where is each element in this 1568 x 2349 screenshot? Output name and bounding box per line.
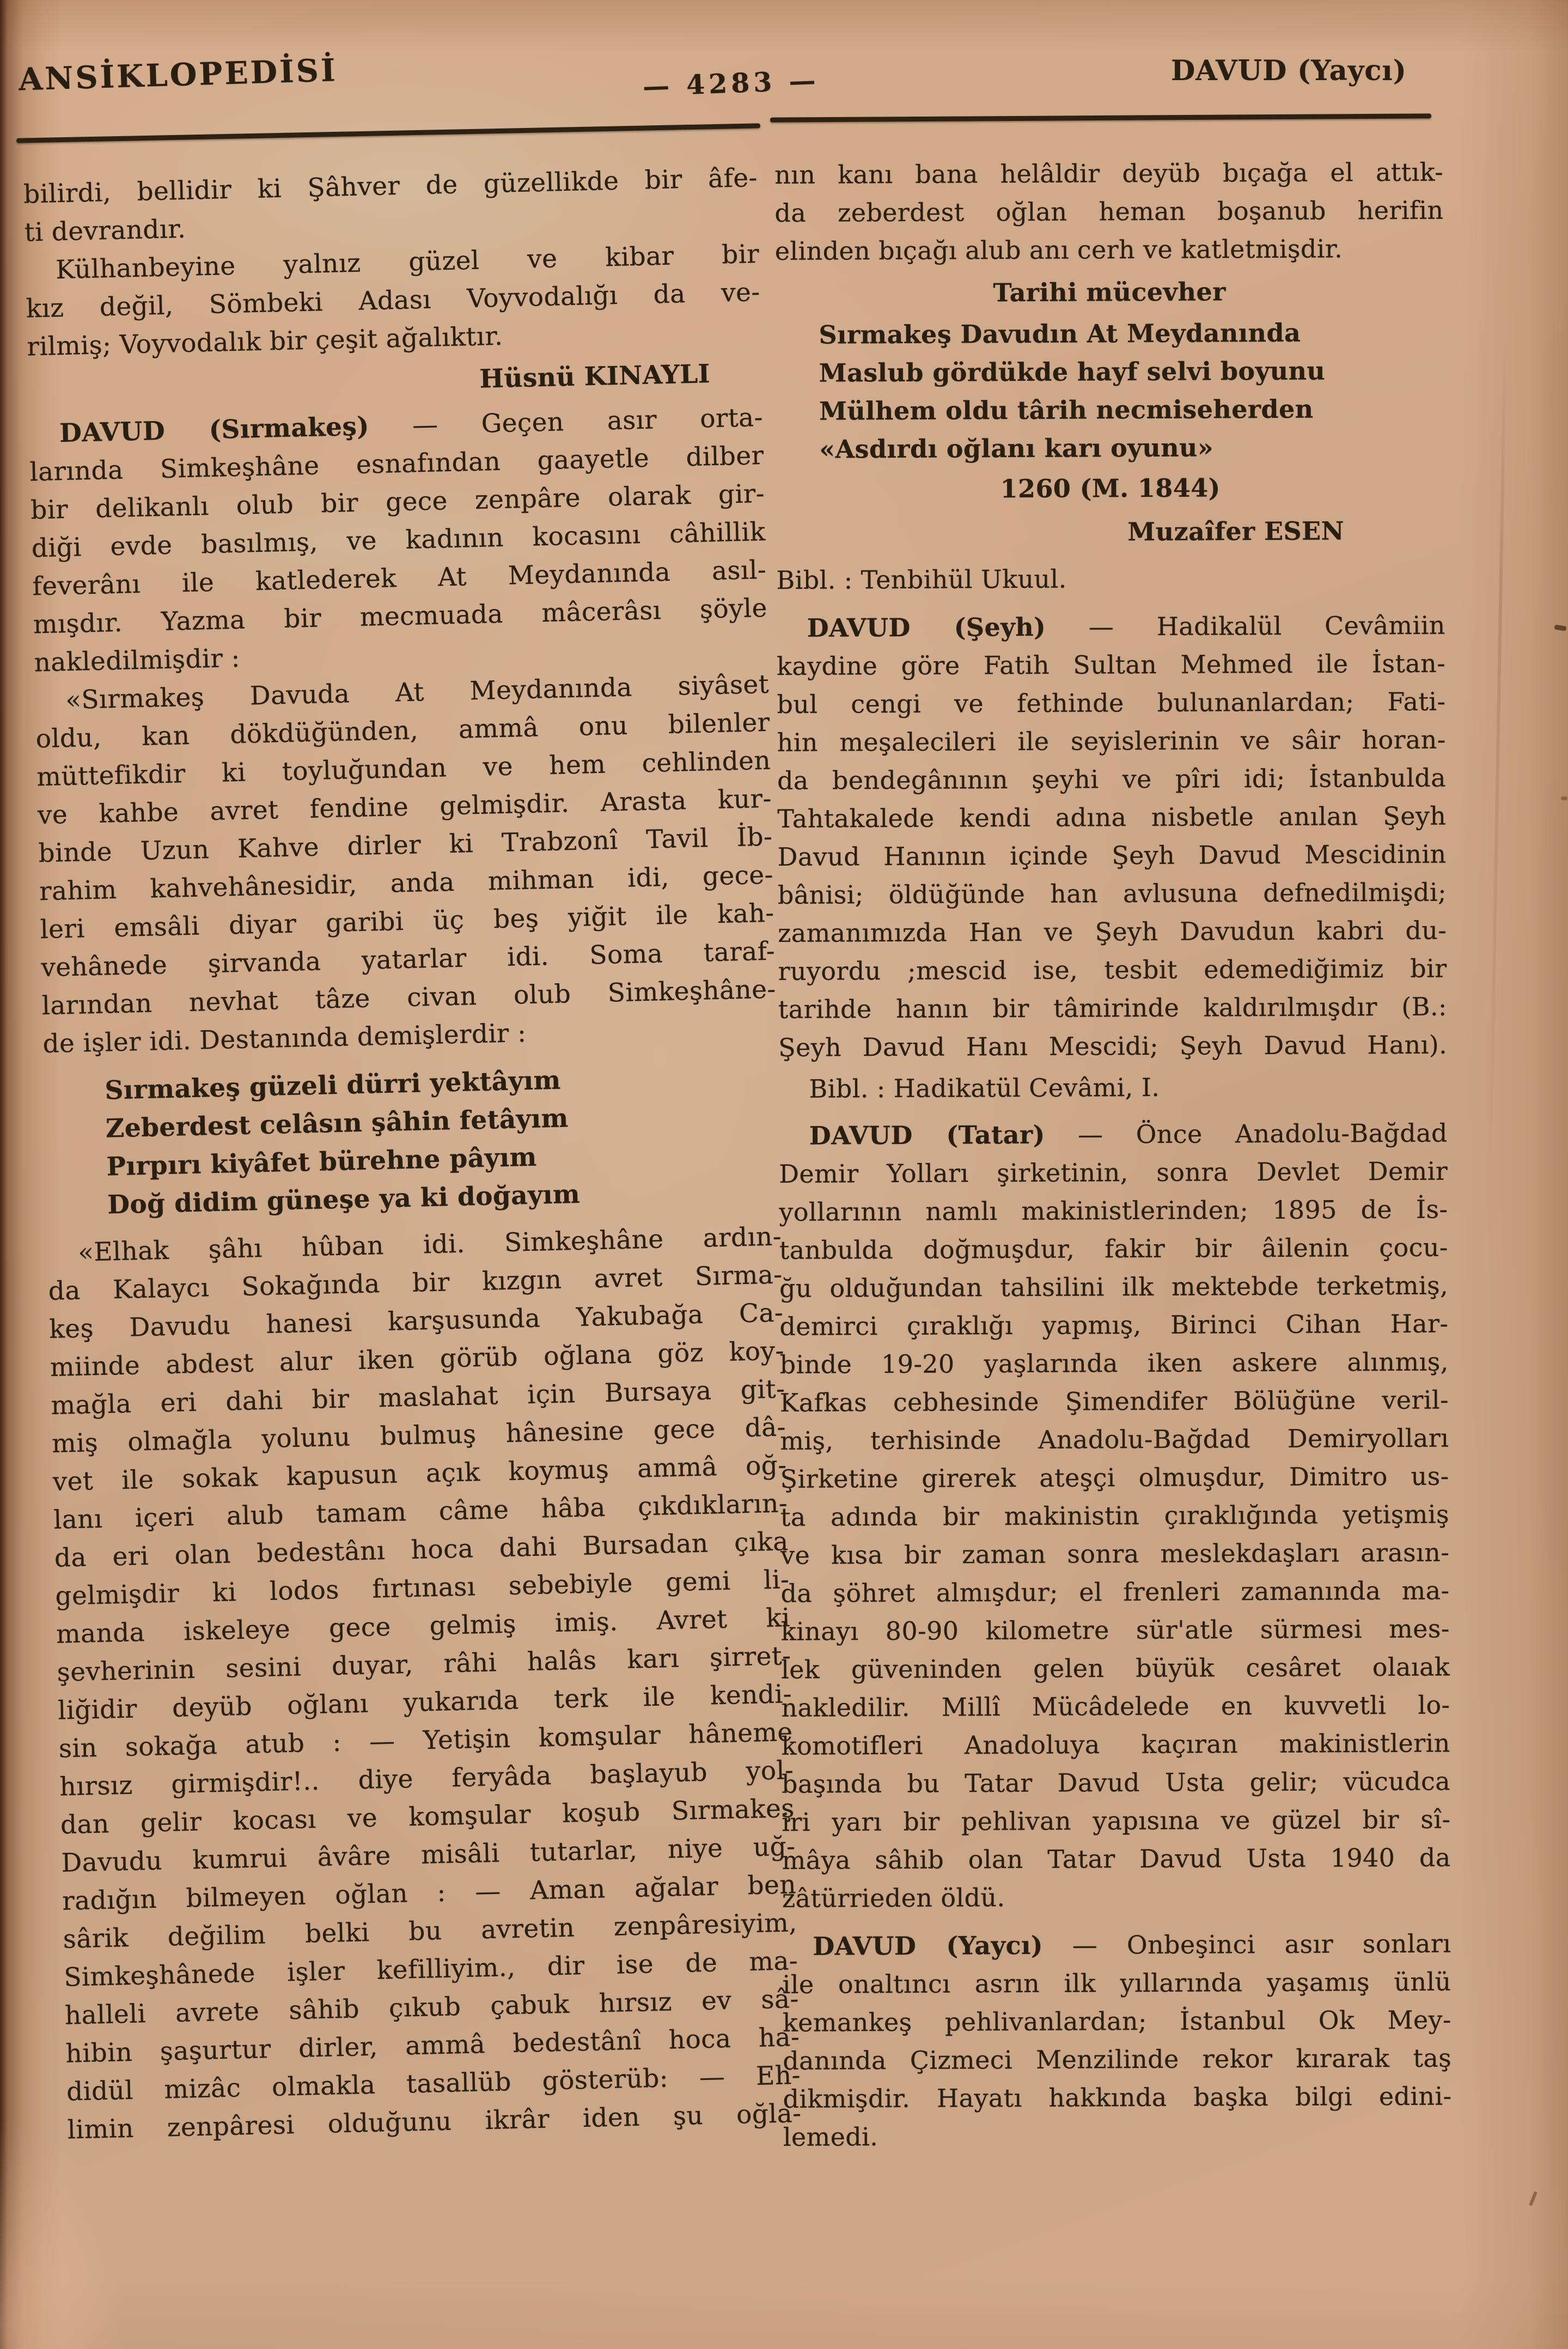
- text-line: miş olmağla yolunu bulmuş hânesine gece dâ-: [51, 1412, 786, 1459]
- text-line: 1260 (M. 1844): [1000, 473, 1221, 504]
- text-line: rilmiş; Voyvodalık bir çeşit ağalıktır.: [26, 321, 503, 362]
- text-line: miinde abdest alur iken görüb oğlana göz koy-: [50, 1336, 785, 1383]
- text-line: ğu olduğundan tahsilini ilk mektebde terketmiş,: [779, 1270, 1449, 1303]
- text-line: Doğ didim güneşe ya ki doğayım: [107, 1179, 581, 1220]
- text-line: liğidir deyüb oğlanı yukarıda terk ile kendi-: [57, 1679, 792, 1726]
- text-line: nın kanı bana helâldir deyüb bıçağa el attık-: [774, 157, 1444, 190]
- header-rule-right: [770, 113, 1431, 122]
- text-line: da zeberdest oğlan heman boşanub herifin: [774, 195, 1444, 228]
- text-line: ti devrandır.: [24, 214, 186, 248]
- text-line: de işler idi. Destanında demişlerdir :: [42, 1018, 527, 1060]
- text-line: Şeyh Davud Hanı Mescidi; Şeyh Davud Hanı).: [778, 1030, 1448, 1062]
- text-line: Sırmakeş Davudın At Meydanında: [819, 318, 1301, 350]
- text-line: miş, terhisinde Anadolu-Bağdad Demiryolları: [780, 1423, 1449, 1456]
- text-line: DAVUD (Tatar) — Önce Anadolu-Bağdad: [809, 1118, 1448, 1151]
- text-line: leri emsâli diyar garibi üç beş yiğit ile kah-: [40, 898, 775, 945]
- text-line: başında bu Tatar Davud Usta gelir; vücudca: [781, 1766, 1451, 1799]
- text-line: sârik değilim belki bu avretin zenpâresiyim,: [63, 1908, 798, 1955]
- text-line: Davud Hanının içinde Şeyh Davud Mescidinin: [777, 839, 1447, 872]
- text-line: hırsız girmişdir!.. diye feryâda başlayub yol-: [59, 1755, 794, 1802]
- text-line: Bibl. : Hadikatül Cevâmi, I.: [809, 1072, 1160, 1104]
- text-line: vet ile sokak kapusun açık koymuş ammâ oğ-: [52, 1450, 788, 1497]
- running-title: DAVUD (Yaycı): [1171, 54, 1407, 87]
- text-line: kemankeş pehlivanlardan; İstanbul Ok Mey-: [782, 2005, 1452, 2037]
- header-rule-left: [16, 123, 760, 143]
- text-line: gelmişdir ki lodos fırtınası sebebiyle gemi li-: [54, 1565, 790, 1611]
- text-line: demirci çıraklığı yapmış, Birinci Cihan Har-: [779, 1309, 1449, 1341]
- ink-speck: [1561, 796, 1567, 801]
- text-line: feverânı ile katlederek At Meydanında asıl-: [32, 555, 767, 602]
- text-line: keş Davudu hanesi karşusunda Yakubağa Ca-: [48, 1298, 784, 1345]
- text-line: DAVUD (Yaycı) — Onbeşinci asır sonları: [813, 1928, 1451, 1961]
- text-line: «Asdırdı oğlanı karı oyunu»: [819, 433, 1214, 464]
- text-line: kız değil, Sömbeki Adası Voyvodalığı da ve-: [26, 277, 761, 324]
- text-line: Mülhem oldu târih necmiseherden: [819, 394, 1314, 426]
- work-title: ANSİKLOPEDİSİ: [18, 52, 338, 98]
- ink-speck: [1529, 2191, 1538, 2206]
- text-line: manda iskeleye gece gelmiş imiş. Avret ki: [56, 1603, 791, 1650]
- text-line: Davudu kumrui âvâre misâli tutarlar, niye uğ-: [61, 1831, 796, 1878]
- text-line: dikmişdir. Hayatı hakkında başka bilgi edini-: [783, 2081, 1452, 2114]
- text-line: danında Çizmeci Menzilinde rekor kırarak taş: [783, 2043, 1452, 2076]
- text-line: didül mizâc olmakla tasallüb gösterüb: — Eh-: [66, 2060, 801, 2107]
- text-line: DAVUD (Sırmakeş) — Geçen asır orta-: [59, 402, 764, 449]
- text-line: rahim kahvehânesidir, anda mihman idi, gece-: [39, 860, 774, 907]
- text-line: şevherinin sesini duyar, râhi halâs karı şirret-: [57, 1641, 791, 1688]
- text-line: Demir Yolları şirketinin, sonra Devlet Demir: [779, 1156, 1448, 1189]
- text-line: ta adında bir makinistin çıraklığında yetişmiş: [780, 1499, 1450, 1532]
- text-line: bilirdi, bellidir ki Şâhver de güzellikde bir âfe-: [23, 162, 758, 210]
- text-line: oldu, kan dökdüğünden, ammâ onu bilenler: [35, 707, 771, 754]
- text-line: zâtürrieden öldü.: [782, 1883, 1005, 1913]
- page-number: — 4283 —: [642, 64, 820, 102]
- text-line: Sırmakeş güzeli dürri yektâyım: [104, 1065, 562, 1106]
- text-line: kaydine göre Fatih Sultan Mehmed ile İstan-: [776, 648, 1446, 681]
- text-line: radığın bilmeyen oğlan : — Aman ağalar ben: [62, 1870, 797, 1916]
- text-line: halleli avrete sâhib çıkub çabuk hırsız ev sâ-: [64, 1984, 800, 2031]
- text-line: Külhanbeyine yalnız güzel ve kibar bir: [55, 239, 760, 285]
- text-line: binde Uzun Kahve dirler ki Trabzonî Tavil İb-: [38, 821, 773, 869]
- text-line: Maslub gördükde hayf selvi boyunu: [819, 356, 1326, 388]
- text-line: komotifleri Anadoluya kaçıran makinistlerin: [781, 1728, 1450, 1761]
- text-line: Pırpırı kiyâfet bürehne pâyım: [106, 1142, 538, 1182]
- text-line: limin zenpâresi olduğunu ikrâr iden şu oğla-: [67, 2098, 802, 2145]
- text-line: tarihde hanın bir tâmirinde kaldırılmışdır (B.:: [778, 991, 1447, 1024]
- text-line: Hüsnü KINAYLI: [479, 359, 711, 394]
- text-line: kinayı 80-90 kilometre sür'atle sürmesi mes-: [780, 1614, 1450, 1646]
- text-line: mağla eri dahi bir maslahat için Bursaya git-: [50, 1374, 785, 1421]
- text-line: sin sokağa atub : — Yetişin komşular hâneme: [58, 1717, 794, 1764]
- text-line: Muzaîfer ESEN: [1127, 516, 1345, 547]
- text-line: «Sırmakeş Davuda At Meydanında siyâset: [65, 669, 770, 716]
- text-line: Tarihi mücevher: [993, 277, 1226, 308]
- text-line: lemedi.: [783, 2122, 878, 2152]
- text-line: DAVUD (Şeyh) — Hadikalül Cevâmiin: [807, 610, 1445, 643]
- text-line: diği evde basılmış, ve kadının kocasını câhillik: [31, 516, 766, 564]
- text-line: larından nevhat tâze civan olub Simkeşhâne-: [41, 974, 777, 1021]
- text-line: bir delikanlı olub bir gece zenpâre olarak gir-: [30, 478, 765, 526]
- column-left: [23, 159, 802, 2150]
- text-line: Kafkas cebhesinde Şimendifer Bölüğüne veril-: [779, 1385, 1449, 1417]
- text-line: Zeberdest celâsın şâhin fetâyım: [105, 1103, 569, 1144]
- text-line: bânisi; öldüğünde han avlusuna defnedilmişdi;: [777, 877, 1447, 910]
- text-line: Şirketine girerek ateşçi olmuşdur, Dimitro us-: [780, 1461, 1449, 1494]
- text-line: yollarının namlı makinistlerinden; 1895 de İs-: [779, 1194, 1448, 1227]
- column-right: [774, 153, 1452, 2156]
- text-line: «Elhak şâhı hûban idi. Simkeşhâne ardın-: [77, 1221, 782, 1268]
- text-line: tanbulda doğmuşdur, fakir bir âilenin çocu-: [779, 1232, 1448, 1265]
- text-line: da Kalaycı Sokağında bir kızgın avret Sırma-: [48, 1259, 783, 1307]
- text-line: da eri olan bedestânı hoca dahi Bursadan çıka: [54, 1526, 789, 1573]
- text-line: ile onaltıncı asrın ilk yıllarında yaşamış ünlü: [782, 1967, 1451, 1999]
- text-line: mâya sâhib olan Tatar Davud Usta 1940 da: [782, 1842, 1451, 1875]
- text-line: da bendegânının şeyhi ve pîri idi; İstanbulda: [777, 763, 1447, 795]
- text-line: da şöhret almışdur; el frenleri zamanında ma-: [780, 1575, 1450, 1608]
- text-line: bul cengi ve fethinde bulunanlardan; Fati-: [777, 686, 1446, 719]
- ink-speck: [1554, 624, 1566, 631]
- text-line: Tahtakalede kendi adına nisbetle anılan Şeyh: [777, 801, 1447, 833]
- text-line: lanı içeri alub tamam câme hâba çıkdıkların-: [53, 1488, 788, 1535]
- paper-crease: [1488, 338, 1506, 1182]
- text-line: nakledilmişdir :: [34, 643, 241, 678]
- text-line: ve kahbe avret fendine gelmişdir. Arasta kur-: [37, 783, 772, 831]
- text-line: dan gelir kocası ve komşular koşub Sırmakeş: [60, 1793, 795, 1840]
- text-line: iri yarı bir pehlivan yapısına ve güzel bir sî-: [782, 1804, 1451, 1837]
- text-line: Simkeşhânede işler kefilliyim., dir ise de ma-: [63, 1946, 798, 1993]
- text-line: zamanımızda Han ve Şeyh Davudun kabri du-: [778, 915, 1447, 948]
- text-line: lek güveninden gelen büyük cesâret olaıak: [781, 1652, 1450, 1684]
- text-line: müttefikdir ki toyluğundan ve hem cehlinden: [36, 745, 771, 793]
- text-line: Bibl. : Tenbihül Ukuul.: [776, 564, 1067, 595]
- text-line: elinden bıçağı alub anı cerh ve katletmişdir.: [774, 234, 1343, 266]
- text-line: larında Simkeşhâne esnafından gaayetle dilber: [29, 440, 764, 488]
- text-line: ruyordu ;mescid ise, tesbit edemediğimiz bir: [778, 953, 1447, 986]
- text-line: hin meşalecileri ile seyislerinin ve sâir horan-: [777, 725, 1446, 757]
- text-line: mışdır. Yazma bir mecmuada mâcerâsı şöyle: [33, 593, 768, 640]
- text-line: ve kısa bir zaman sonra meslekdaşları arasın-: [780, 1537, 1450, 1570]
- text-line: nakledilir. Millî Mücâdelede en kuvvetli lo-: [781, 1690, 1450, 1723]
- text-line: vehânede şirvanda yatarlar idi. Soma taraf-: [40, 936, 776, 983]
- text-line: binde 19-20 yaşlarında iken askere alınmış,: [779, 1347, 1449, 1379]
- text-line: hibin şaşurtur dirler, ammâ bedestânî hoca ha-: [65, 2022, 800, 2069]
